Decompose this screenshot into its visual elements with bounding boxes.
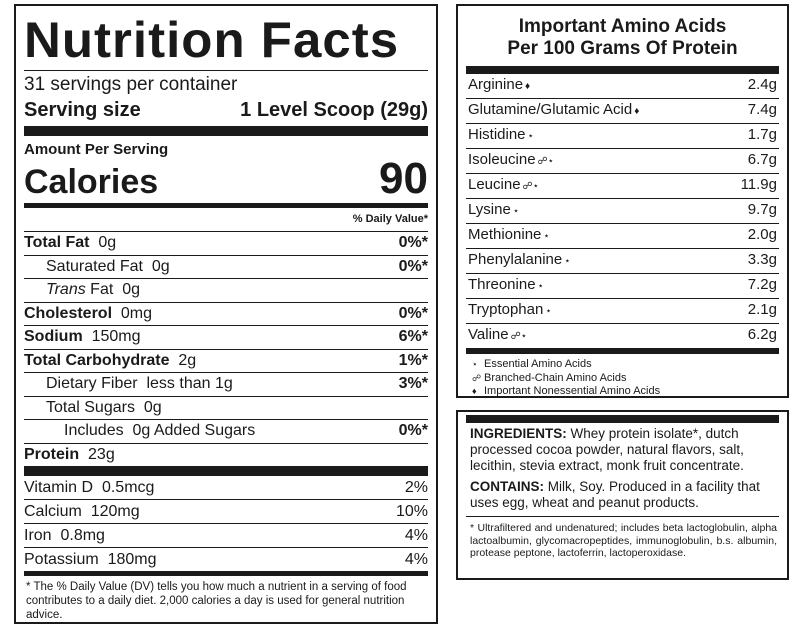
amino-acid-name-cell: [468, 324, 527, 348]
amino-acid-marker-icon: ⋆: [545, 306, 552, 317]
vitamin-amount: 0.8mg: [60, 527, 105, 544]
nutrient-label: Total Carbohydrate: [24, 351, 170, 369]
legend-diamond-icon: ♦: [472, 386, 477, 396]
legend-link-icon: ☍: [472, 372, 482, 383]
nutrient-row-added-sugars: [24, 420, 428, 444]
nutrient-amount: 150mg: [91, 328, 141, 345]
amino-acid-value: 7.2g: [747, 276, 777, 293]
amino-acid-name: Lysine: [468, 201, 511, 218]
amino-acid-row: [466, 149, 779, 174]
vitamin-amount: 180mg: [107, 551, 157, 568]
divider-thick: [466, 66, 779, 74]
amino-acid-name-cell: [468, 199, 519, 223]
nutrient-amount: 0mg: [120, 304, 153, 322]
vitamin-row-potassium: [24, 548, 428, 571]
amino-acid-row: [466, 174, 779, 199]
vitamin-amount: 120mg: [90, 503, 140, 520]
amino-acid-name: Arginine: [468, 76, 524, 93]
nutrient-row-sodium: [24, 326, 428, 350]
amino-acid-marker-icon: ☍⋆: [522, 181, 539, 192]
nutrient-amount: 0g Added Sugars: [132, 422, 256, 439]
calories-value: 90: [379, 154, 428, 203]
amino-acid-name-cell: [468, 124, 534, 148]
amino-acid-list: [466, 74, 779, 348]
calories-row: [24, 154, 428, 203]
nutrition-facts-panel: [14, 4, 438, 624]
vitamin-amount: 0.5mcg: [101, 479, 155, 496]
nutrient-amount: less than 1g: [146, 375, 233, 392]
amino-legend: [466, 354, 779, 399]
legend-text: Important Nonessential Amino Acids: [484, 385, 661, 397]
amino-acid-value: 1.7g: [747, 126, 777, 143]
nutrient-row-protein: [24, 444, 428, 467]
amino-acid-row: [466, 99, 779, 124]
legend-text: Essential Amino Acids: [484, 358, 592, 370]
serving-size-label: Serving size: [24, 99, 141, 121]
nutrient-label: Trans: [46, 281, 86, 298]
nutrient-row-saturated-fat: [24, 256, 428, 280]
legend-star-icon: ⋆: [472, 359, 478, 369]
nutrient-row-cholesterol: [24, 303, 428, 327]
amino-acid-name-cell: [468, 249, 571, 273]
amino-acid-name: Methionine: [468, 226, 542, 243]
vitamin-label: Iron: [24, 527, 52, 544]
amino-acid-row: [466, 224, 779, 249]
nutrient-dv: 1%*: [398, 351, 428, 369]
amino-acid-value: 7.4g: [747, 101, 777, 118]
amino-acid-row: [466, 299, 779, 324]
nutrient-label: Cholesterol: [24, 304, 113, 322]
amino-acid-marker-icon: ⋆: [537, 281, 544, 292]
amino-acid-name: Glutamine/Glutamic Acid: [468, 101, 633, 118]
amino-acid-value: 11.9g: [740, 176, 777, 193]
amino-acid-value: 2.0g: [747, 226, 777, 243]
legend-text: Branched-Chain Amino Acids: [484, 371, 627, 384]
nutrient-label: Total Fat: [24, 234, 90, 251]
nutrient-amount: 0g: [143, 398, 162, 416]
amino-acid-name-cell: [468, 74, 530, 98]
nutrient-row-trans-fat: [24, 279, 428, 303]
amino-acid-name: Threonine: [468, 276, 536, 293]
ingredients-text: Whey protein isolate*, dutch processed cocoa powder, natural flavors, salt, lecithin, stevia extract, monk fruit concentrate.: [470, 426, 744, 473]
amino-acid-row: [466, 324, 779, 348]
legend-item-essential: [472, 358, 779, 372]
divider-thick: [466, 415, 779, 423]
divider-thick: [24, 126, 428, 136]
amino-acid-marker-icon: ⋆: [543, 231, 550, 242]
amount-per-serving: Amount Per Serving: [24, 141, 169, 158]
nutrient-label: Protein: [24, 445, 80, 463]
amino-acid-marker-icon: ⋆: [564, 256, 571, 267]
amino-acid-value: 2.4g: [747, 76, 777, 93]
amino-acid-name: Tryptophan: [468, 301, 544, 318]
amino-acid-row: [466, 274, 779, 299]
nutrient-label: Includes: [64, 422, 124, 439]
amino-title-line-1: Important Amino Acids: [518, 16, 727, 37]
ingredients-label: INGREDIENTS:: [470, 426, 567, 441]
nutrient-dv: 0%*: [398, 234, 428, 251]
amino-acids-panel: [456, 4, 789, 398]
vitamin-dv: 10%: [395, 503, 428, 520]
calories-label: Calories: [24, 163, 159, 201]
nutrient-label: Sodium: [24, 328, 83, 345]
amino-acid-value: 6.7g: [747, 151, 777, 168]
vitamin-label: Potassium: [24, 551, 99, 568]
nutrient-amount: 0g: [98, 234, 117, 251]
amino-acid-name-cell: [468, 149, 554, 173]
amino-acid-marker-icon: ♦: [634, 106, 640, 117]
amino-acid-name-cell: [468, 99, 639, 123]
contains-paragraph: [466, 479, 779, 516]
ingredients-paragraph: [466, 423, 779, 479]
nutrient-amount: 2g: [178, 351, 197, 369]
nutrient-amount: 0g: [151, 257, 170, 275]
amino-acid-marker-icon: ⋆: [527, 131, 534, 142]
nutrient-amount: 23g: [88, 445, 115, 463]
amino-acid-name: Isoleucine: [468, 151, 536, 168]
amino-acid-value: 3.3g: [747, 251, 777, 268]
divider-thick: [24, 466, 428, 476]
amino-acid-row: [466, 74, 779, 99]
contains-label: CONTAINS:: [470, 479, 544, 494]
amino-acid-row: [466, 249, 779, 274]
vitamin-row-vitamin-d: [24, 476, 428, 500]
daily-value-header: % Daily Value*: [352, 213, 428, 225]
amino-acid-name: Histidine: [468, 126, 526, 143]
nutrient-amount: 0g: [122, 281, 140, 298]
amino-acid-marker-icon: ⋆: [512, 206, 520, 217]
nutrient-label-suffix: Fat: [90, 281, 114, 298]
amino-acid-marker-icon: ♦: [525, 81, 531, 92]
nutrient-row-total-carbohydrate: [24, 350, 428, 374]
nutrient-label: Saturated Fat: [46, 257, 143, 275]
nutrient-row-total-fat: [24, 232, 428, 256]
nutrient-row-dietary-fiber: [24, 373, 428, 397]
serving-size-row: [24, 97, 428, 126]
vitamin-dv: 4%: [404, 551, 428, 568]
amino-acid-row: [466, 124, 779, 149]
nutrient-row-total-sugars: [24, 397, 428, 421]
amino-acid-marker-icon: ☍⋆: [510, 331, 527, 342]
nutrient-label: Dietary Fiber: [46, 375, 138, 392]
amino-acid-name: Valine: [468, 326, 509, 343]
amino-title-line-2: Per 100 Grams Of Protein: [507, 38, 738, 59]
contains-text: Milk, Soy. Produced in a facility that uses egg, wheat and peanut products.: [470, 479, 760, 510]
vitamin-row-iron: [24, 524, 428, 548]
nutrient-label: Total Sugars: [46, 398, 135, 416]
nutrient-dv: 6%*: [398, 328, 428, 345]
ingredients-panel: [456, 410, 789, 580]
vitamin-label: Calcium: [24, 503, 82, 520]
amino-acid-name-cell: [468, 224, 550, 248]
divider: [24, 70, 428, 71]
nutrient-dv: 3%*: [398, 375, 428, 392]
legend-item-nonessential: [472, 385, 779, 399]
whey-footnote: * Ultrafiltered and undenatured; includes beta lactoglobulin, alpha lactoalbumin, glycomacropeptides, immunoglobulin, b.s. albumin, protease peptone, lactoferrin, lactoperoxidase.: [470, 522, 777, 559]
amino-acid-name-cell: [468, 274, 544, 298]
amino-acid-value: 6.2g: [747, 326, 777, 343]
nutrient-dv: 0%*: [398, 422, 428, 439]
amino-acid-value: 2.1g: [747, 301, 777, 318]
amino-acid-name: Leucine: [468, 176, 521, 193]
nutrient-dv: 0%*: [398, 304, 428, 322]
servings-per-container: 31 servings per container: [24, 74, 238, 95]
daily-value-footnote: * The % Daily Value (DV) tells you how much a nutrient in a serving of food contributes to a daily diet. 2,000 calories a day is used for general nutrition advice.: [26, 581, 407, 621]
amino-acid-name-cell: [468, 299, 552, 323]
vitamin-row-calcium: [24, 500, 428, 524]
nutrition-facts-title: Nutrition Facts: [24, 12, 400, 68]
amino-acid-row: [466, 199, 779, 224]
vitamin-dv: 2%: [404, 479, 428, 496]
amino-acid-marker-icon: ☍⋆: [537, 156, 554, 167]
vitamin-label: Vitamin D: [24, 479, 94, 496]
vitamin-dv: 4%: [404, 527, 428, 544]
amino-acid-value: 9.7g: [747, 201, 777, 218]
serving-size-value: 1 Level Scoop (29g): [240, 99, 428, 121]
legend-item-branched-chain: [472, 372, 779, 386]
nutrient-dv: 0%*: [398, 257, 428, 275]
amino-acid-name-cell: [468, 174, 539, 198]
amino-acid-name: Phenylalanine: [468, 251, 563, 268]
